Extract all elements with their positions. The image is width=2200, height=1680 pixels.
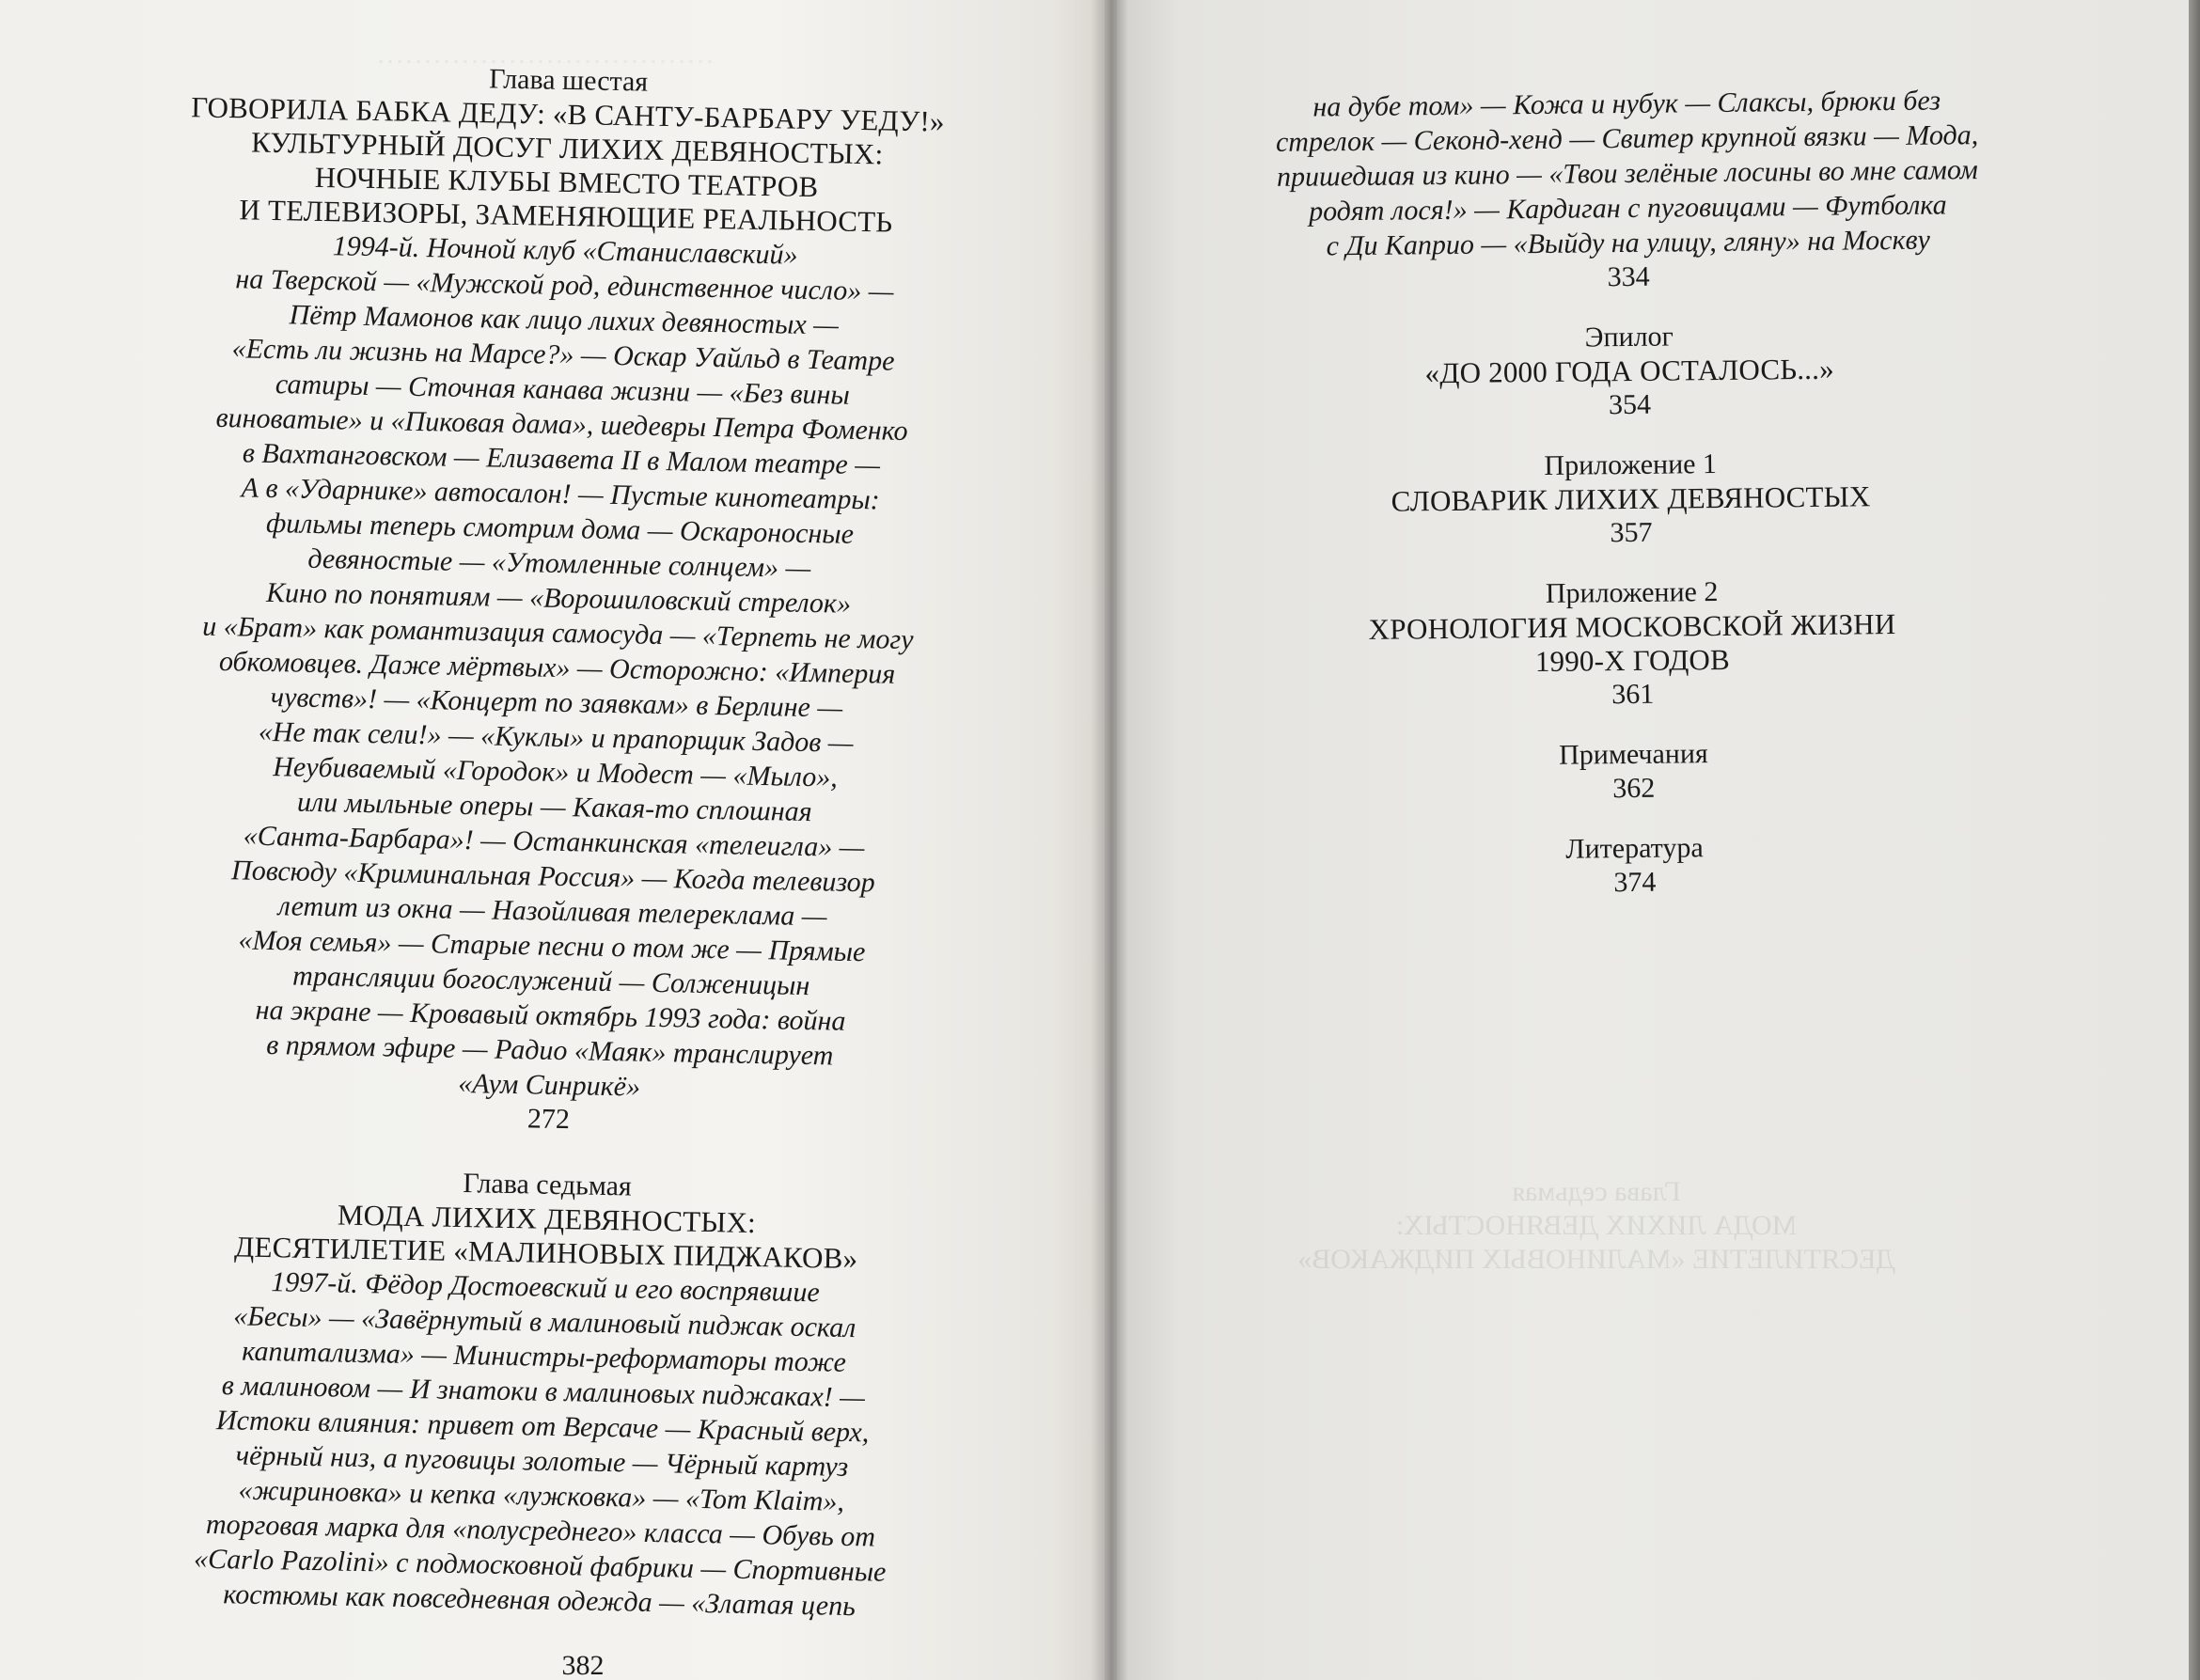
- bleed-label: Глава седьмая: [1512, 1176, 1681, 1207]
- book-gutter: [1091, 0, 1128, 1680]
- appendix2-label: Приложение 2: [1545, 576, 1719, 609]
- bleed-title: ДЕСЯТИЛЕТИЕ «МАЛИНОВЫХ ПИДЖАКОВ»: [1297, 1244, 1895, 1275]
- chapter6-desc-line: фильмы теперь смотрим дома — Оскароносные: [265, 507, 855, 550]
- chapter6-label: Глава шестая: [488, 63, 649, 98]
- notes-label: Примечания: [1558, 738, 1708, 771]
- chapter6-desc-line: виноватые» и «Пиковая дама», шедевры Петра Фоменко: [215, 401, 908, 447]
- epilogue-title: «ДО 2000 ГОДА ОСТАЛОСЬ...»: [1424, 352, 1834, 390]
- page-stack-edge: [2189, 0, 2200, 1680]
- chapter7-desc-line: костюмы как повседневная одежда — «Златая цепь: [223, 1578, 856, 1623]
- chapter6-desc-line: А в «Ударнике» автосалон! — Пустые кинотеатры:: [241, 472, 881, 516]
- chapter6-desc-line: и «Брат» как романтизация самосуда — «Терпеть не могу: [201, 610, 914, 656]
- chapter7-desc-line: капитализма» — Министры-реформаторы тоже: [241, 1335, 847, 1378]
- chapter6-desc-line: на экране — Кровавый октябрь 1993 года: война: [255, 994, 846, 1037]
- right-bleed-through: [1173, 1175, 2019, 1277]
- chapter6-desc-line: обкомовцев. Даже мёртвых» — Осторожно: «Империя: [218, 645, 896, 690]
- chapter6-desc-line: «Не так сели!» — «Куклы» и прапорщик Задов —: [258, 715, 854, 759]
- chapter6-desc-line: «Аум Синрикё»: [457, 1067, 641, 1103]
- epilogue-page-number: 354: [1608, 388, 1652, 421]
- appendix2-title-line: 1990-Х ГОДОВ: [1534, 642, 1731, 679]
- chapter6-desc-line: Пётр Мамонов как лицо лихих девяностых —: [289, 299, 840, 341]
- chapter7-cont-desc-line: стрелок — Секонд-хенд — Свитер крупной вязки — Мода,: [1275, 119, 1979, 158]
- chapter7-cont-desc-line: родят лося!» — Кардиган с пуговицами — Футболка: [1308, 189, 1947, 228]
- chapter7-cont-desc-line: пришедшая из кино — «Твои зелёные лосины во мне самом: [1276, 154, 1979, 193]
- left-column: [116, 55, 992, 1625]
- chapter7-desc-line: «Бесы» — «Завёрнутый в малиновый пиджак оскал: [232, 1300, 856, 1344]
- chapter7-desc-line: 1997-й. Фёдор Достоевский и его воспрявшие: [271, 1266, 821, 1309]
- bleed-line: ………………………………: [376, 39, 715, 70]
- chapter7-desc-line: торговая марка для «полусреднего» класса — Обувь от: [205, 1508, 876, 1553]
- chapter6-title-line: НОЧНЫЕ КЛУБЫ ВМЕСТО ТЕАТРОВ: [314, 160, 819, 204]
- chapter7-title-line: ДЕСЯТИЛЕТИЕ «МАЛИНОВЫХ ПИДЖАКОВ»: [233, 1230, 858, 1276]
- appendix1-page-number: 357: [1610, 516, 1653, 549]
- chapter7-desc-line: «жириновка» и кепка «лужковка» — «Tom Klaim»,: [238, 1474, 845, 1517]
- literature-page-number: 374: [1613, 866, 1657, 899]
- literature-label: Литература: [1565, 832, 1704, 865]
- chapter7-page-number: 334: [1607, 260, 1650, 293]
- chapter6-desc-line: сатиры — Сточная канава жизни — «Без вины: [275, 369, 851, 411]
- appendix1-title: СЛОВАРИК ЛИХИХ ДЕВЯНОСТЫХ: [1391, 479, 1871, 518]
- chapter6-desc-line: Неубиваемый «Городок» и Модест — «Мыло»,: [272, 751, 839, 793]
- chapter6-desc-line: Кино по понятиям — «Ворошиловский стрелок»: [265, 576, 852, 620]
- chapter6-desc-line: 1994-й. Ночной клуб «Станиславский»: [332, 230, 798, 271]
- chapter6-desc-line: или мыльные оперы — Какая-то сплошная: [296, 786, 812, 828]
- chapter6-desc-line: «Есть ли жизнь на Марсе?» — Оскар Уайльд в Театре: [231, 333, 895, 377]
- chapter7-desc-line: чёрный низ, а пуговицы золотые — Чёрный картуз: [235, 1439, 849, 1483]
- chapter7-label: Глава седьмая: [463, 1168, 633, 1202]
- chapter6-desc-line: «Моя семья» — Старые песни о том же — Прямые: [238, 924, 866, 968]
- appendix2-page-number: 361: [1611, 678, 1655, 711]
- chapter6-desc-line: в Вахтанговском — Елизавета II в Малом театре —: [242, 437, 881, 481]
- notes-page-number: 362: [1612, 772, 1656, 805]
- left-footer-page-number: 382: [561, 1650, 605, 1680]
- chapter6-title-line: КУЛЬТУРНЫЙ ДОСУГ ЛИХИХ ДЕВЯНОСТЫХ:: [250, 125, 884, 171]
- appendix2-title-line: ХРОНОЛОГИЯ МОСКОВСКОЙ ЖИЗНИ: [1368, 607, 1896, 646]
- chapter7-title-line: МОДА ЛИХИХ ДЕВЯНОСТЫХ:: [337, 1198, 757, 1240]
- chapter6-title-line: И ТЕЛЕВИЗОРЫ, ЗАМЕНЯЮЩИЕ РЕАЛЬНОСТЬ: [239, 193, 893, 239]
- chapter6-desc-line: на Тверской — «Мужской род, единственное число» —: [235, 263, 894, 307]
- chapter6-desc-line: трансляции богослужений — Солженицын: [291, 960, 810, 1002]
- chapter6-page-number: 272: [526, 1103, 571, 1136]
- chapter6-desc-line: в прямом эфире — Радио «Маяк» транслирует: [265, 1029, 834, 1072]
- chapter6-desc-line: Повсюду «Криминальная Россия» — Когда телевизор: [230, 855, 876, 899]
- chapter6-desc-line: чувств»! — «Концерт по заявкам» в Берлине —: [270, 682, 843, 724]
- chapter6-desc-line: «Санта-Барбара»! — Останкинская «телеигла» —: [243, 820, 865, 864]
- chapter7-desc-line: «Carlo Pazolini» с подмосковной фабрики — Спортивные: [193, 1543, 887, 1588]
- chapter6-title-line: ГОВОРИЛА БАБКА ДЕДУ: «В САНТУ-БАРБАРУ УЕДУ!»: [190, 90, 945, 138]
- chapter7-desc-line: Истоки влияния: привет от Версаче — Красный верх,: [215, 1405, 870, 1449]
- chapter7-cont-desc-line: на дубе том» — Кожа и нубук — Слаксы, брюки без: [1312, 85, 1941, 123]
- chapter7-cont-desc-line: с Ди Каприо — «Выйду на улицу, гляну» на Москву: [1326, 224, 1931, 262]
- chapter6-desc-line: девяностые — «Утомленные солнцем» —: [307, 542, 811, 585]
- bleed-title: МОДА ЛИХИХ ДЕВЯНОСТЫХ:: [1395, 1210, 1798, 1241]
- right-column: [1194, 82, 2067, 904]
- appendix1-label: Приложение 1: [1544, 448, 1718, 481]
- epilogue-label: Эпилог: [1584, 321, 1674, 353]
- chapter6-desc-line: летит из окна — Назойливая телереклама —: [277, 890, 827, 933]
- chapter7-desc-line: в малиновом — И знатоки в малиновых пиджаках! —: [221, 1370, 866, 1414]
